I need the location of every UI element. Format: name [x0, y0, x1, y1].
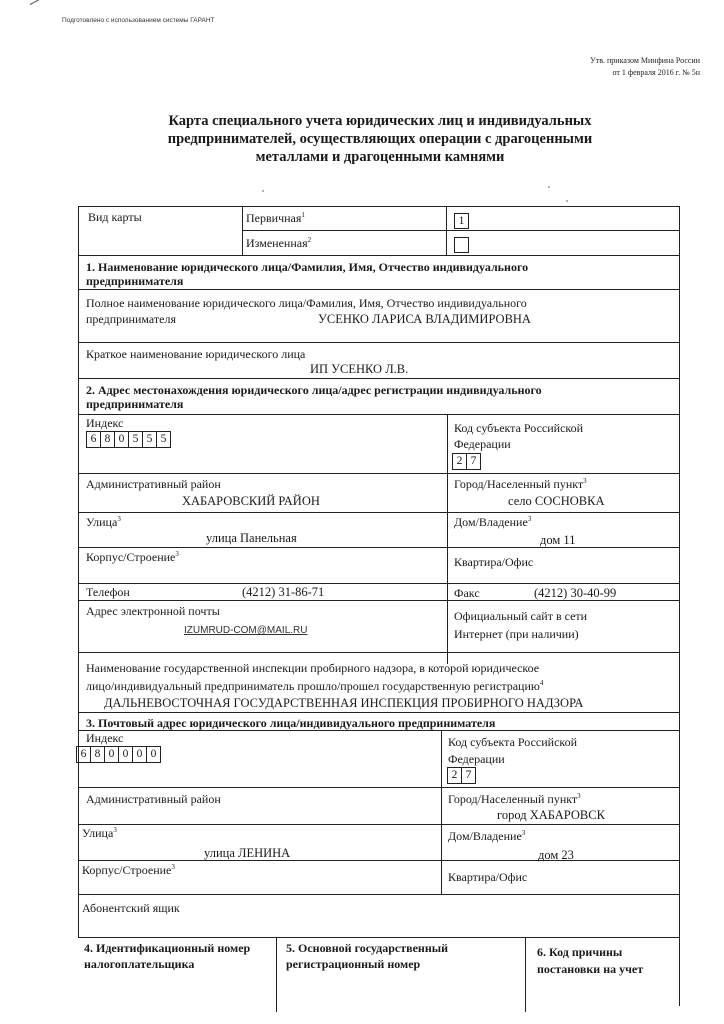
short-name-label: Краткое наименование юридического лица: [86, 347, 306, 361]
index-label: Индекс: [86, 416, 124, 430]
index-digits[interactable]: 6 8 0 5 5 5: [86, 431, 171, 448]
card-type-label: Вид карты: [88, 210, 142, 224]
inspection-label: Наименование государственной инспекции пробирного надзора, в которой юридическое лицо/индивидуальный предприниматель прошло/прошел государственную регистрацию$^4$: [86, 661, 544, 693]
full-name-label: Полное наименование юридического лица/Фамилия, Имя, Отчество индивидуального предпринимателя: [86, 296, 527, 326]
footnote-mark: 3: [583, 477, 587, 485]
footnote-mark: 3: [175, 550, 179, 558]
scan-speck: [566, 200, 568, 202]
fax-value[interactable]: (4212) 30-40-99: [534, 586, 617, 600]
postal-index-digits[interactable]: 6 8 0 0 0 0: [76, 746, 161, 763]
short-name-value[interactable]: ИП УСЕНКО Л.В.: [310, 362, 409, 376]
postal-street-label: Улица$^3$: [82, 826, 117, 840]
district-label: Административный район: [86, 477, 221, 491]
postal-building-label: Корпус/Строение$^3$: [82, 863, 175, 877]
approval-line-2: от 1 февраля 2016 г. № 5н: [612, 68, 700, 77]
scan-speck: [548, 186, 550, 188]
fax-label: Факс: [454, 586, 480, 600]
house-label: Дом/Владение$^3$: [454, 515, 532, 529]
footnote-mark: 3: [577, 792, 581, 800]
title-line-2: предпринимателей, осуществляющих операции с драгоценными: [167, 131, 593, 147]
card-type-changed-box[interactable]: [454, 237, 469, 253]
footnote-mark: 3: [117, 515, 121, 523]
footnote-mark: 3: [171, 863, 175, 871]
phone-value[interactable]: (4212) 31-86-71: [242, 585, 325, 599]
city-label: Город/Населенный пункт$^3$: [454, 477, 587, 491]
building-label: Корпус/Строение$^3$: [86, 550, 179, 564]
section-2-title: 2. Адрес местонахождения юридического лица/адрес регистрации индивидуального предпринимателя: [86, 383, 542, 411]
section-4-title: 4. Идентификационный номер налогоплательщика: [84, 941, 251, 971]
street-label: Улица$^3$: [86, 515, 121, 529]
garant-note: Подготовлено с использованием системы ГАРАНТ: [62, 17, 215, 24]
section-3-title: 3. Почтовый адрес юридического лица/индивидуального предпринимателя: [86, 716, 496, 730]
postal-house-value[interactable]: дом 23: [538, 848, 574, 862]
card-type-primary-box[interactable]: 1: [454, 213, 469, 229]
scan-mark: [30, 0, 62, 5]
footnote-mark: 3: [113, 826, 117, 834]
region-code-label: Код субъекта Российской Федерации: [454, 421, 584, 451]
postal-region-code-digits[interactable]: 2 7: [447, 767, 476, 784]
postal-street-value[interactable]: улица ЛЕНИНА: [204, 846, 291, 860]
approval-note: [590, 55, 700, 79]
card-type-primary-label: Первичная$^1$: [246, 211, 305, 225]
footnote-mark: 4: [539, 679, 544, 687]
postal-city-label: Город/Населенный пункт$^3$: [448, 792, 581, 806]
po-box-label: Абонентский ящик: [82, 901, 180, 915]
apartment-label: Квартира/Офис: [454, 555, 534, 569]
postal-city-value[interactable]: город ХАБАРОВСК: [497, 808, 605, 822]
approval-line-1: Утв. приказом Минфина России: [590, 56, 700, 65]
section-6-title: 6. Код причины постановки на учет: [537, 945, 644, 976]
title-line-1: Карта специального учета юридических лиц и индивидуальных: [168, 113, 592, 129]
email-label: Адрес электронной почты: [86, 604, 220, 618]
postal-region-code-label: Код субъекта Российской Федерации: [448, 735, 578, 766]
phone-label: Телефон: [86, 585, 130, 599]
footnote-mark: 2: [307, 236, 312, 244]
page-title: [120, 112, 640, 166]
footnote-mark: 3: [527, 515, 532, 523]
full-name-value[interactable]: УСЕНКО ЛАРИСА ВЛАДИМИРОВНА: [318, 312, 531, 326]
postal-district-label: Административный район: [86, 792, 221, 806]
street-value[interactable]: улица Панельная: [206, 531, 297, 545]
postal-house-label: Дом/Владение$^3$: [448, 829, 526, 843]
district-value[interactable]: ХАБАРОВСКИЙ РАЙОН: [182, 494, 320, 508]
section-5-title: 5. Основной государственный регистрационный номер: [286, 941, 449, 971]
website-label: Официальный сайт в сети Интернет (при наличии): [454, 609, 588, 641]
postal-index-label: Индекс: [86, 731, 124, 745]
section-1-title: 1. Наименование юридического лица/Фамилия, Имя, Отчество индивидуального предпринимателя: [86, 260, 529, 288]
city-value[interactable]: село СОСНОВКА: [508, 494, 605, 508]
email-value[interactable]: IZUMRUD-COM@MAIL.RU: [184, 625, 308, 636]
scan-speck: [262, 190, 264, 192]
region-code-digits[interactable]: 2 7: [452, 453, 481, 470]
footnote-mark: 3: [521, 829, 526, 837]
inspection-value[interactable]: ДАЛЬНЕВОСТОЧНАЯ ГОСУДАРСТВЕННАЯ ИНСПЕКЦИЯ ПРОБИРНОГО НАДЗОРА: [104, 696, 584, 710]
house-value[interactable]: дом 11: [540, 533, 576, 547]
card-type-changed-label: Измененная$^2$: [246, 236, 312, 250]
postal-apartment-label: Квартира/Офис: [448, 870, 528, 884]
footnote-mark: 1: [301, 211, 305, 219]
title-line-3: металлами и драгоценными камнями: [255, 149, 505, 165]
